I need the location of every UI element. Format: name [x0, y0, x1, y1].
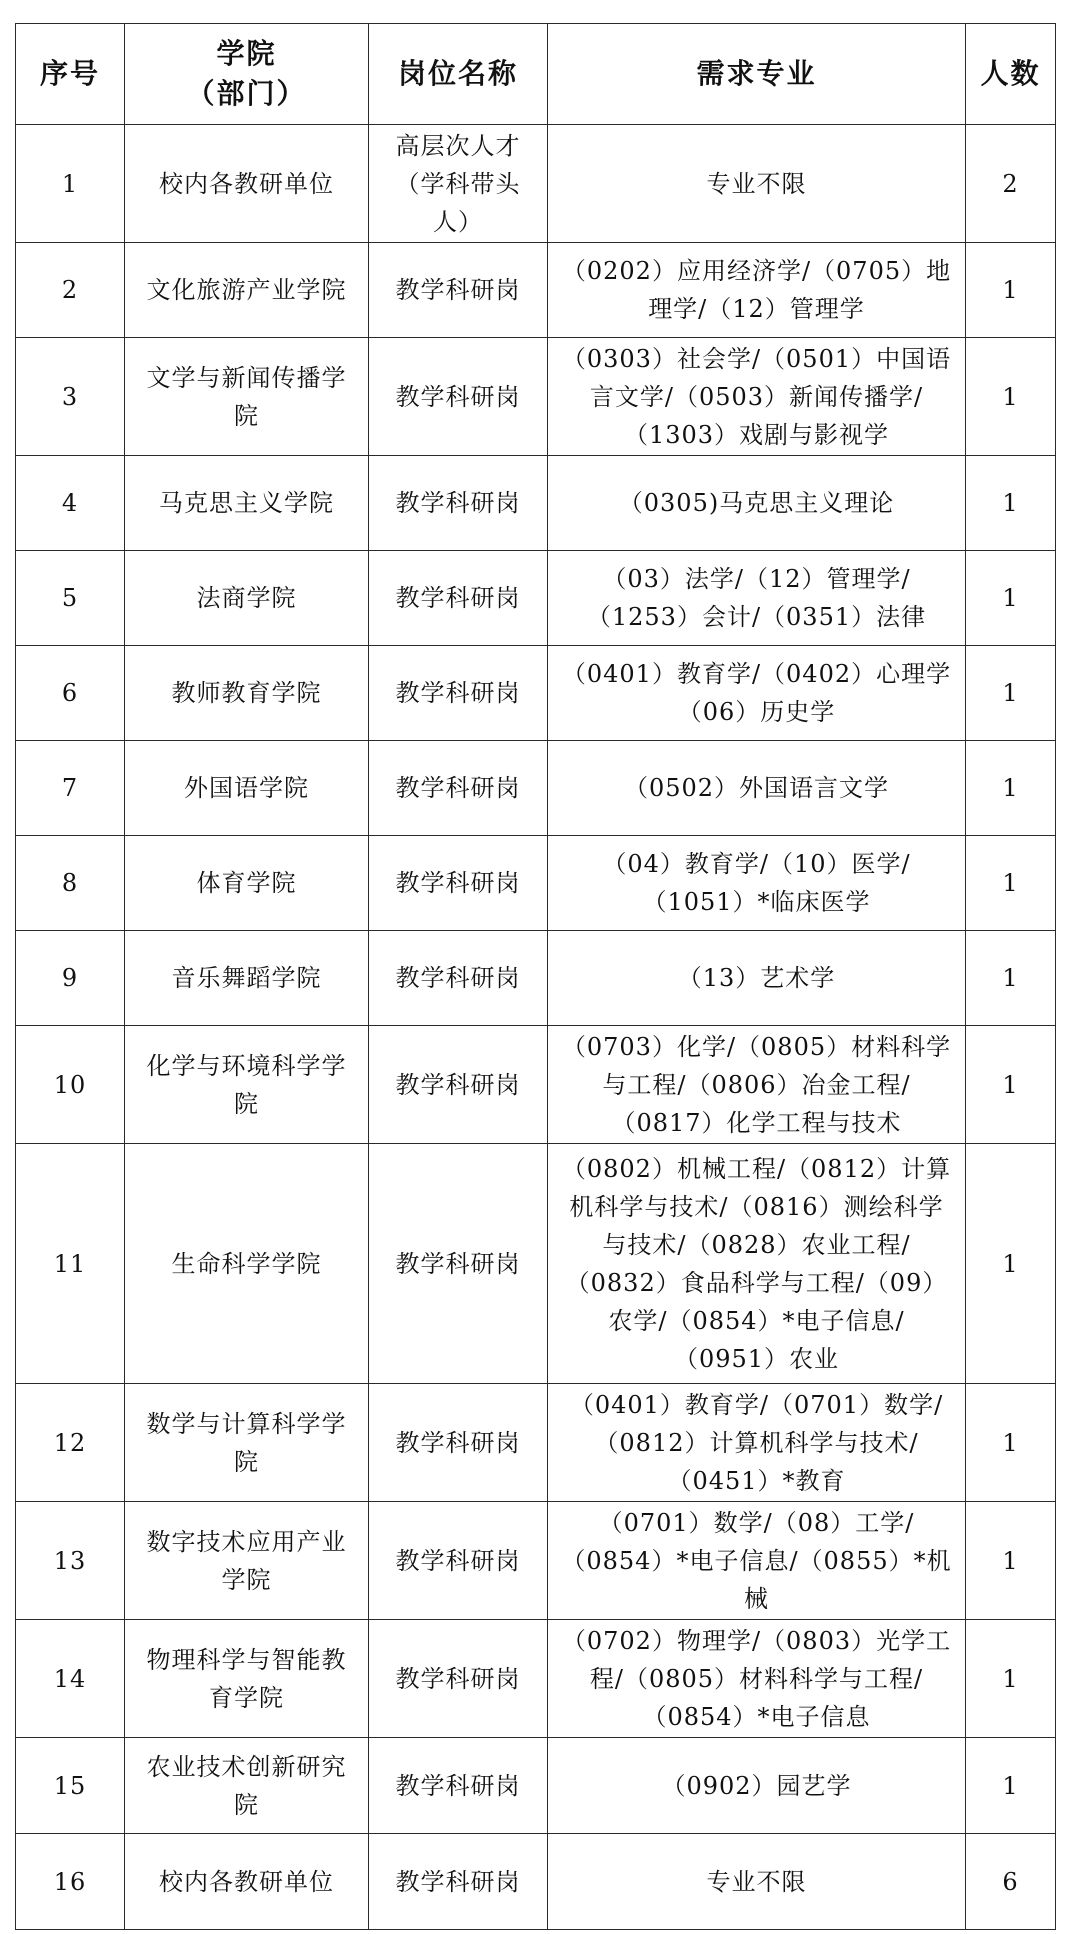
- row-major: （04）教育学/（10）医学/（1051）*临床医学: [548, 836, 966, 931]
- row-position: 教学科研岗: [369, 243, 548, 338]
- row-count: 6: [966, 1834, 1056, 1930]
- row-college: 文学与新闻传播学院: [125, 338, 369, 456]
- row-major: （0303）社会学/（0501）中国语言文学/（0503）新闻传播学/（1303）戏剧与影视学: [548, 338, 966, 456]
- table-row: [16, 338, 1056, 456]
- table-row: [16, 1502, 1056, 1620]
- row-count: 1: [966, 551, 1056, 646]
- row-no: 3: [16, 338, 125, 456]
- row-count: 1: [966, 1502, 1056, 1620]
- row-position: 教学科研岗: [369, 931, 548, 1026]
- row-position: 教学科研岗: [369, 1502, 548, 1620]
- row-no: 6: [16, 646, 125, 741]
- row-count: 1: [966, 1738, 1056, 1834]
- row-no: 7: [16, 741, 125, 836]
- row-no: 11: [16, 1144, 125, 1384]
- row-major: （0802）机械工程/（0812）计算机科学与技术/（0816）测绘科学与技术/（0828）农业工程/（0832）食品科学与工程/（09）农学/（0854）*电子信息/（0951）农业: [548, 1144, 966, 1384]
- row-position: 教学科研岗: [369, 551, 548, 646]
- table-row: [16, 1738, 1056, 1834]
- row-college: 生命科学学院: [125, 1144, 369, 1384]
- recruitment-table: [15, 23, 1056, 1930]
- row-position: 教学科研岗: [369, 1026, 548, 1144]
- row-position: 高层次人才（学科带头人）: [369, 125, 548, 243]
- row-major: （0502）外国语言文学: [548, 741, 966, 836]
- row-no: 5: [16, 551, 125, 646]
- table-row: [16, 1620, 1056, 1738]
- row-college: 化学与环境科学学院: [125, 1026, 369, 1144]
- row-count: 1: [966, 931, 1056, 1026]
- header-college-line1: 学院: [216, 37, 277, 70]
- row-college: 音乐舞蹈学院: [125, 931, 369, 1026]
- row-position: 教学科研岗: [369, 1738, 548, 1834]
- row-major: （0401）教育学/（0402）心理学（06）历史学: [548, 646, 966, 741]
- row-count: 1: [966, 1026, 1056, 1144]
- table-row: [16, 646, 1056, 741]
- row-major: （0401）教育学/（0701）数学/（0812）计算机科学与技术/（0451）*教育: [548, 1384, 966, 1502]
- row-count: 1: [966, 1384, 1056, 1502]
- row-college: 农业技术创新研究院: [125, 1738, 369, 1834]
- row-no: 8: [16, 836, 125, 931]
- row-position: 教学科研岗: [369, 646, 548, 741]
- header-college: [125, 24, 369, 125]
- header-position: 岗位名称: [369, 24, 548, 125]
- table-row: [16, 1834, 1056, 1930]
- row-college: 物理科学与智能教育学院: [125, 1620, 369, 1738]
- row-position: 教学科研岗: [369, 741, 548, 836]
- row-college: 法商学院: [125, 551, 369, 646]
- table-row: [16, 931, 1056, 1026]
- row-college: 教师教育学院: [125, 646, 369, 741]
- row-college: 校内各教研单位: [125, 125, 369, 243]
- row-college: 体育学院: [125, 836, 369, 931]
- table-row: [16, 1144, 1056, 1384]
- table-row: [16, 1026, 1056, 1144]
- row-no: 1: [16, 125, 125, 243]
- header-major: 需求专业: [548, 24, 966, 125]
- row-major: （0703）化学/（0805）材料科学与工程/（0806）冶金工程/（0817）化学工程与技术: [548, 1026, 966, 1144]
- row-no: 16: [16, 1834, 125, 1930]
- row-no: 4: [16, 456, 125, 551]
- row-position: 教学科研岗: [369, 1834, 548, 1930]
- row-no: 10: [16, 1026, 125, 1144]
- header-no: 序号: [16, 24, 125, 125]
- row-position: 教学科研岗: [369, 836, 548, 931]
- row-major: （0202）应用经济学/（0705）地理学/（12）管理学: [548, 243, 966, 338]
- row-major: （13）艺术学: [548, 931, 966, 1026]
- row-college: 文化旅游产业学院: [125, 243, 369, 338]
- table-row: [16, 741, 1056, 836]
- row-major: （0902）园艺学: [548, 1738, 966, 1834]
- table-row: [16, 243, 1056, 338]
- row-major: 专业不限: [548, 125, 966, 243]
- header-college-line2: （部门）: [186, 77, 307, 110]
- row-college: 马克思主义学院: [125, 456, 369, 551]
- row-position: 教学科研岗: [369, 338, 548, 456]
- row-position: 教学科研岗: [369, 1384, 548, 1502]
- row-count: 2: [966, 125, 1056, 243]
- row-position: 教学科研岗: [369, 1144, 548, 1384]
- row-count: 1: [966, 456, 1056, 551]
- row-no: 14: [16, 1620, 125, 1738]
- row-count: 1: [966, 1620, 1056, 1738]
- row-position: 教学科研岗: [369, 1620, 548, 1738]
- row-count: 1: [966, 741, 1056, 836]
- table-row: [16, 551, 1056, 646]
- row-count: 1: [966, 1144, 1056, 1384]
- row-college: 外国语学院: [125, 741, 369, 836]
- row-count: 1: [966, 243, 1056, 338]
- table-row: [16, 836, 1056, 931]
- row-no: 13: [16, 1502, 125, 1620]
- table-header-row: [16, 24, 1056, 125]
- row-no: 9: [16, 931, 125, 1026]
- row-college: 数学与计算科学学院: [125, 1384, 369, 1502]
- row-no: 12: [16, 1384, 125, 1502]
- table-row: [16, 1384, 1056, 1502]
- recruitment-table-wrapper: [15, 23, 1055, 1930]
- row-position: 教学科研岗: [369, 456, 548, 551]
- row-major: （0702）物理学/（0803）光学工程/（0805）材料科学与工程/（0854）*电子信息: [548, 1620, 966, 1738]
- row-college: 数字技术应用产业学院: [125, 1502, 369, 1620]
- row-count: 1: [966, 836, 1056, 931]
- row-major: （0305)马克思主义理论: [548, 456, 966, 551]
- row-count: 1: [966, 646, 1056, 741]
- header-count: 人数: [966, 24, 1056, 125]
- row-major: 专业不限: [548, 1834, 966, 1930]
- table-row: [16, 456, 1056, 551]
- row-no: 15: [16, 1738, 125, 1834]
- row-count: 1: [966, 338, 1056, 456]
- row-college: 校内各教研单位: [125, 1834, 369, 1930]
- row-no: 2: [16, 243, 125, 338]
- row-major: （0701）数学/（08）工学/（0854）*电子信息/（0855）*机械: [548, 1502, 966, 1620]
- row-major: （03）法学/（12）管理学/（1253）会计/（0351）法律: [548, 551, 966, 646]
- table-row: [16, 125, 1056, 243]
